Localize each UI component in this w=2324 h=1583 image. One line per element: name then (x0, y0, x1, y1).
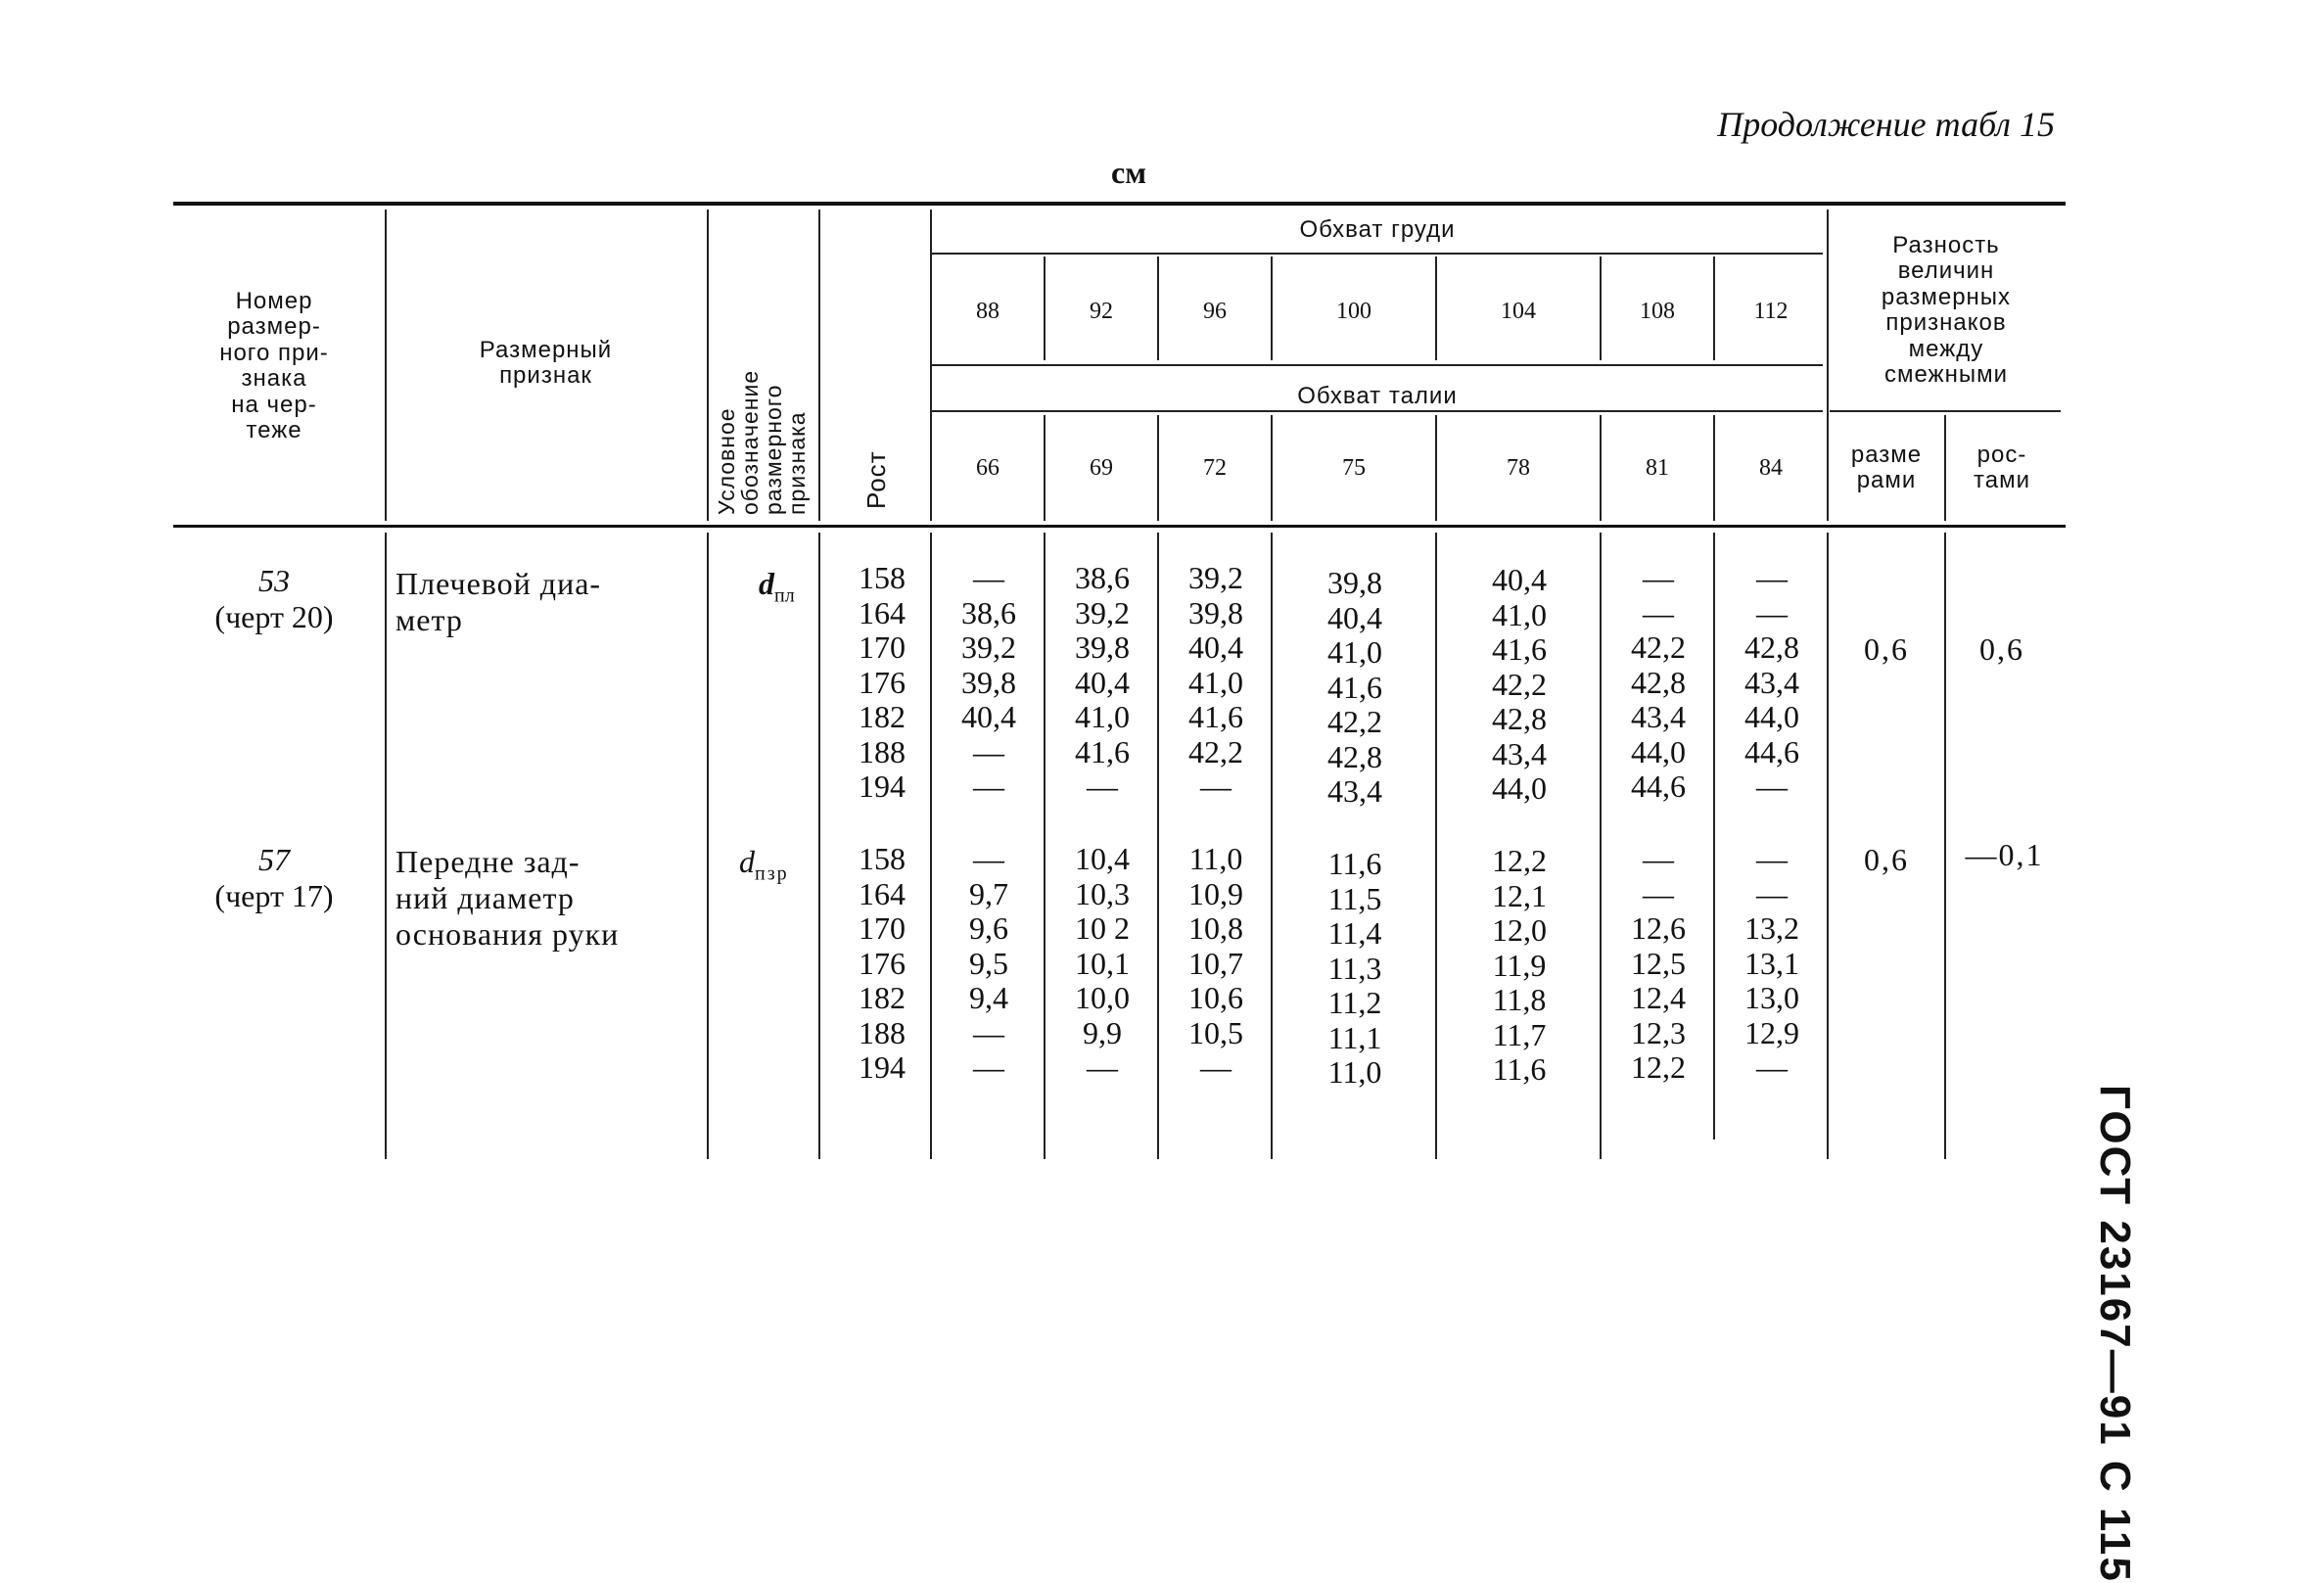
chest-values-rule (932, 364, 1823, 366)
row-53-symbol: $d_{пл}$ (759, 566, 795, 607)
waist-value: 78 (1507, 455, 1530, 481)
body-col-divider (1944, 533, 1946, 1159)
row-53-diff-heights: 0,6 (1979, 631, 2024, 667)
row-53-chest-112: — — 42,8 43,4 44,0 44,6 — (1744, 560, 1799, 804)
chest-value: 100 (1336, 299, 1371, 324)
col-divider (707, 210, 709, 521)
chest-value: 108 (1640, 299, 1675, 324)
chest-value: 104 (1501, 299, 1536, 324)
row-57-diff-sizes: 0,6 (1864, 842, 1909, 877)
row-53-diff-sizes: 0,6 (1864, 631, 1909, 667)
body-col-divider (930, 533, 932, 1159)
row-57-symbol: $d_{пзр}$ (739, 844, 789, 885)
header-number: Номер размер- ного при- знака на чер- теже (219, 288, 329, 443)
row-57-chest-96: 11,0 10,9 10,8 10,7 10,6 10,5 — (1188, 841, 1243, 1085)
body-col-divider (1157, 533, 1159, 1159)
row-53-heights: 158 164 170 176 182 188 194 (859, 560, 906, 804)
row-57-diff-heights: —0,1 (1965, 837, 2044, 872)
table-continuation-caption: Продолжение табл 15 (1717, 105, 2055, 144)
row-57-chest-100: 11,6 11,5 11,4 11,3 11,2 11,1 11,0 (1327, 846, 1382, 1090)
chest-value: 92 (1090, 299, 1113, 324)
header-diff-heights: рос- тами (1974, 442, 2030, 494)
body-col-divider (818, 533, 820, 1159)
header-height: Рост (861, 450, 891, 509)
header-symbol: Условное обозначение размерного признака (714, 369, 811, 515)
header-feature: Размерный признак (479, 337, 613, 390)
waist-value: 81 (1646, 455, 1669, 481)
chest-value: 96 (1203, 299, 1227, 324)
diff-rule (1830, 410, 2061, 412)
waist-value: 69 (1090, 455, 1113, 481)
body-col-divider (1827, 533, 1829, 1159)
row-53-chest-88: — 38,6 39,2 39,8 40,4 — — (961, 560, 1016, 804)
body-col-divider (1713, 533, 1715, 1140)
body-col-divider (1600, 533, 1602, 1159)
standard-code-margin: ГОСТ 23167—91 С 115 (2091, 1085, 2139, 1583)
waist-rule (932, 410, 1823, 412)
row-57-number: 57 (черт 17) (214, 842, 334, 913)
row-57-feature: Передне зад- ний диаметр основания руки (395, 844, 620, 952)
row-57-chest-108: — — 12,6 12,5 12,4 12,3 12,2 (1631, 841, 1686, 1085)
header-difference: Разность величин размерных признаков между смежными (1881, 232, 2012, 388)
row-53-chest-100: 39,8 40,4 41,0 41,6 42,2 42,8 43,4 (1327, 565, 1382, 809)
row-57-chest-92: 10,4 10,3 10 2 10,1 10,0 9,9 — (1075, 841, 1130, 1085)
body-col-divider (1044, 533, 1046, 1159)
row-53-number: 53 (черт 20) (214, 563, 334, 634)
body-col-divider (385, 533, 387, 1159)
body-col-divider (1271, 533, 1273, 1159)
waist-value: 84 (1759, 455, 1783, 481)
waist-value: 72 (1203, 455, 1227, 481)
row-53-chest-104: 40,4 41,0 41,6 42,2 42,8 43,4 44,0 (1492, 562, 1547, 806)
table-top-rule (173, 202, 2066, 206)
row-53-chest-92: 38,6 39,2 39,8 40,4 41,0 41,6 — (1075, 560, 1130, 804)
col-divider (818, 210, 820, 521)
row-57-heights: 158 164 170 176 182 188 194 (859, 841, 906, 1085)
chest-value: 112 (1753, 299, 1789, 324)
row-53-chest-96: 39,2 39,8 40,4 41,0 41,6 42,2 — (1188, 560, 1243, 804)
body-col-divider (1435, 533, 1437, 1159)
header-chest-label: Обхват груди (1299, 216, 1456, 243)
col-divider (1944, 415, 1946, 521)
body-col-divider (707, 533, 709, 1159)
waist-value: 75 (1342, 455, 1366, 481)
header-diff-sizes: разме рами (1850, 442, 1923, 494)
table-header-bottom-rule (173, 525, 2066, 528)
row-53-chest-108: — — 42,2 42,8 43,4 44,0 44,6 (1631, 560, 1686, 804)
row-57-chest-112: — — 13,2 13,1 13,0 12,9 — (1744, 841, 1799, 1085)
unit-label: см (1111, 155, 1146, 190)
row-57-chest-88: — 9,7 9,6 9,5 9,4 — — (969, 841, 1008, 1085)
col-divider (385, 210, 387, 521)
row-57-chest-104: 12,2 12,1 12,0 11,9 11,8 11,7 11,6 (1492, 843, 1547, 1087)
chest-rule (932, 253, 1823, 255)
col-divider (1827, 210, 1829, 521)
header-waist-label: Обхват талии (1297, 383, 1458, 409)
waist-value: 66 (976, 455, 999, 481)
chest-value: 88 (976, 299, 999, 324)
row-53-feature: Плечевой диа- метр (395, 566, 602, 637)
